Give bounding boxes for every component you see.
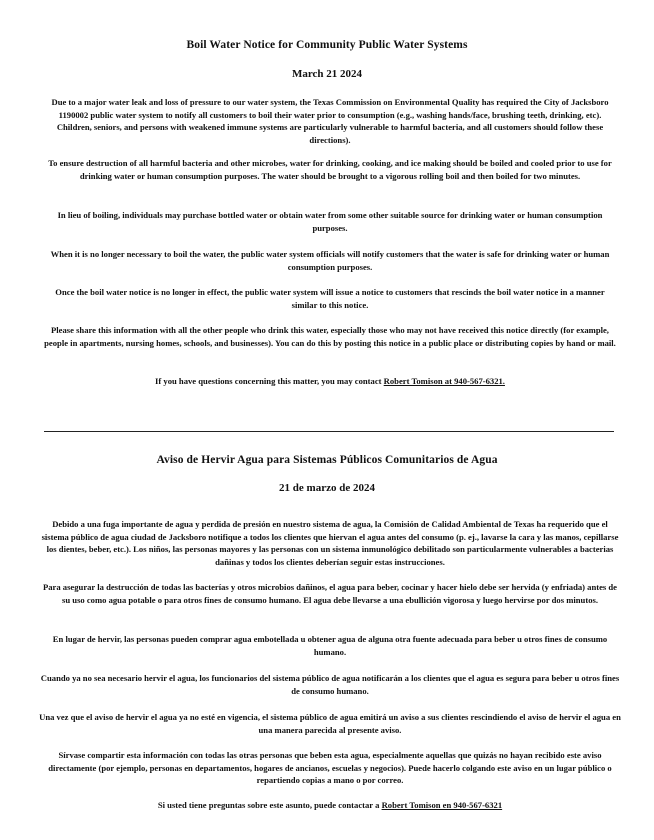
english-date: March 21 2024: [291, 68, 363, 80]
english-title: Boil Water Notice for Community Public Water Systems: [186, 39, 468, 51]
english-contact-prefix: If you have questions concerning this matter, you may contact: [155, 376, 382, 386]
spanish-paragraph-5: Una vez que el aviso de hervir el agua ya no esté en vigencia, el sistema público de agua emitirá un aviso a sus clientes rescindiendo el aviso de hervir el agua en una manera parecida al presente aviso.: [39, 712, 621, 735]
spanish-paragraph-4: Cuando ya no sea necesario hervir el agua, los funcionarios del sistema público de agua notificarán a los clientes que el agua es segura para beber u otros fines de consumo humano.: [40, 673, 620, 696]
english-paragraph-3: In lieu of boiling, individuals may purchase bottled water or obtain water from some other suitable source for drinking water or human consumption purposes.: [57, 210, 603, 233]
section-divider: [44, 431, 614, 432]
english-paragraph-6: Please share this information with all the other people who drink this water, especially those who may not have received this notice directly (for example, people in apartments, nursing homes, schools, and businesses). You can do this by posting this notice in a public place or distributing copies by hand or mail.: [44, 325, 616, 348]
english-paragraph-2: To ensure destruction of all harmful bacteria and other microbes, water for drinking, cooking, and ice making should be boiled and cooled prior to use for drinking water or human consumption purposes. The water should be brought to a vigorous rolling boil and then boiled for two minutes.: [48, 158, 612, 181]
english-paragraph-4: When it is no longer necessary to boil the water, the public water system officials will notify customers that the water is safe for drinking water or human consumption purposes.: [50, 249, 610, 272]
spanish-paragraph-3: En lugar de hervir, las personas pueden comprar agua embotellada u obtener agua de alguna otra fuente adecuada para beber u otros fines de consumo humano.: [52, 634, 608, 657]
spanish-paragraph-6: Sírvase compartir esta información con todas las otras personas que beben esta agua, especialmente aquellas que quizás no hayan recibido este aviso directamente (por ejemplo, personas en departamentos, hogares de ancianos, escuelas y negocios). Puede hacerlo colgando este aviso en un lugar público o repartiendo copias a mano o por correo.: [48, 750, 612, 786]
spanish-contact-line: [38, 799, 622, 812]
english-paragraph-5: Once the boil water notice is no longer in effect, the public water system will issue a notice to customers that rescinds the boil water notice in a manner similar to this notice.: [55, 287, 605, 310]
spanish-date: 21 de marzo de 2024: [279, 482, 375, 494]
spanish-contact-name: Robert Tomison en 940-567-6321: [381, 800, 503, 810]
spanish-paragraph-1: Debido a una fuga importante de agua y perdida de presión en nuestro sistema de agua, la Comisión de Calidad Ambiental de Texas ha requerido que el sistema público de agua ciudad de Jacksboro notifique a todos los clientes que hiervan el agua antes del consumo (p. ej., lavarse la cara y las manos, cepillarse los dientes, beber, etc.). Los niños, las personas mayores y las personas con un sistema inmunológico debilitado son particularmente vulnerables a bacterias dañinas y todos los clientes deberían seguir estas instrucciones.: [41, 519, 619, 567]
spanish-title: Aviso de Hervir Agua para Sistemas Públicos Comunitarios de Agua: [156, 454, 498, 466]
spanish-paragraph-2: Para asegurar la destrucción de todas las bacterías y otros microbios dañinos, el agua para beber, cocinar y hacer hielo debe ser hervida (y enfriada) antes de su uso como agua potable o para otros fines de consumo humano. El agua debe llevarse a una ebullición vigorosa y luego hervirse por dos minutos.: [42, 582, 617, 605]
spanish-contact-prefix: Si usted tiene preguntas sobre este asunto, puede contactar a: [157, 800, 380, 810]
english-contact-line: [44, 375, 616, 388]
english-contact-name: Robert Tomison at 940-567-6321.: [383, 376, 505, 386]
english-paragraph-1: Due to a major water leak and loss of pressure to our water system, the Texas Commission on Environmental Quality has required the City of Jacksboro 1190002 public water system to notify all customers to boil their water prior to consumption (e.g., washing hands/face, brushing teeth, drinking, etc). Children, seniors, and persons with weakened immune systems are particularly vulnerable to harmful bacteria, and all customers should follow these directions).: [51, 97, 609, 145]
